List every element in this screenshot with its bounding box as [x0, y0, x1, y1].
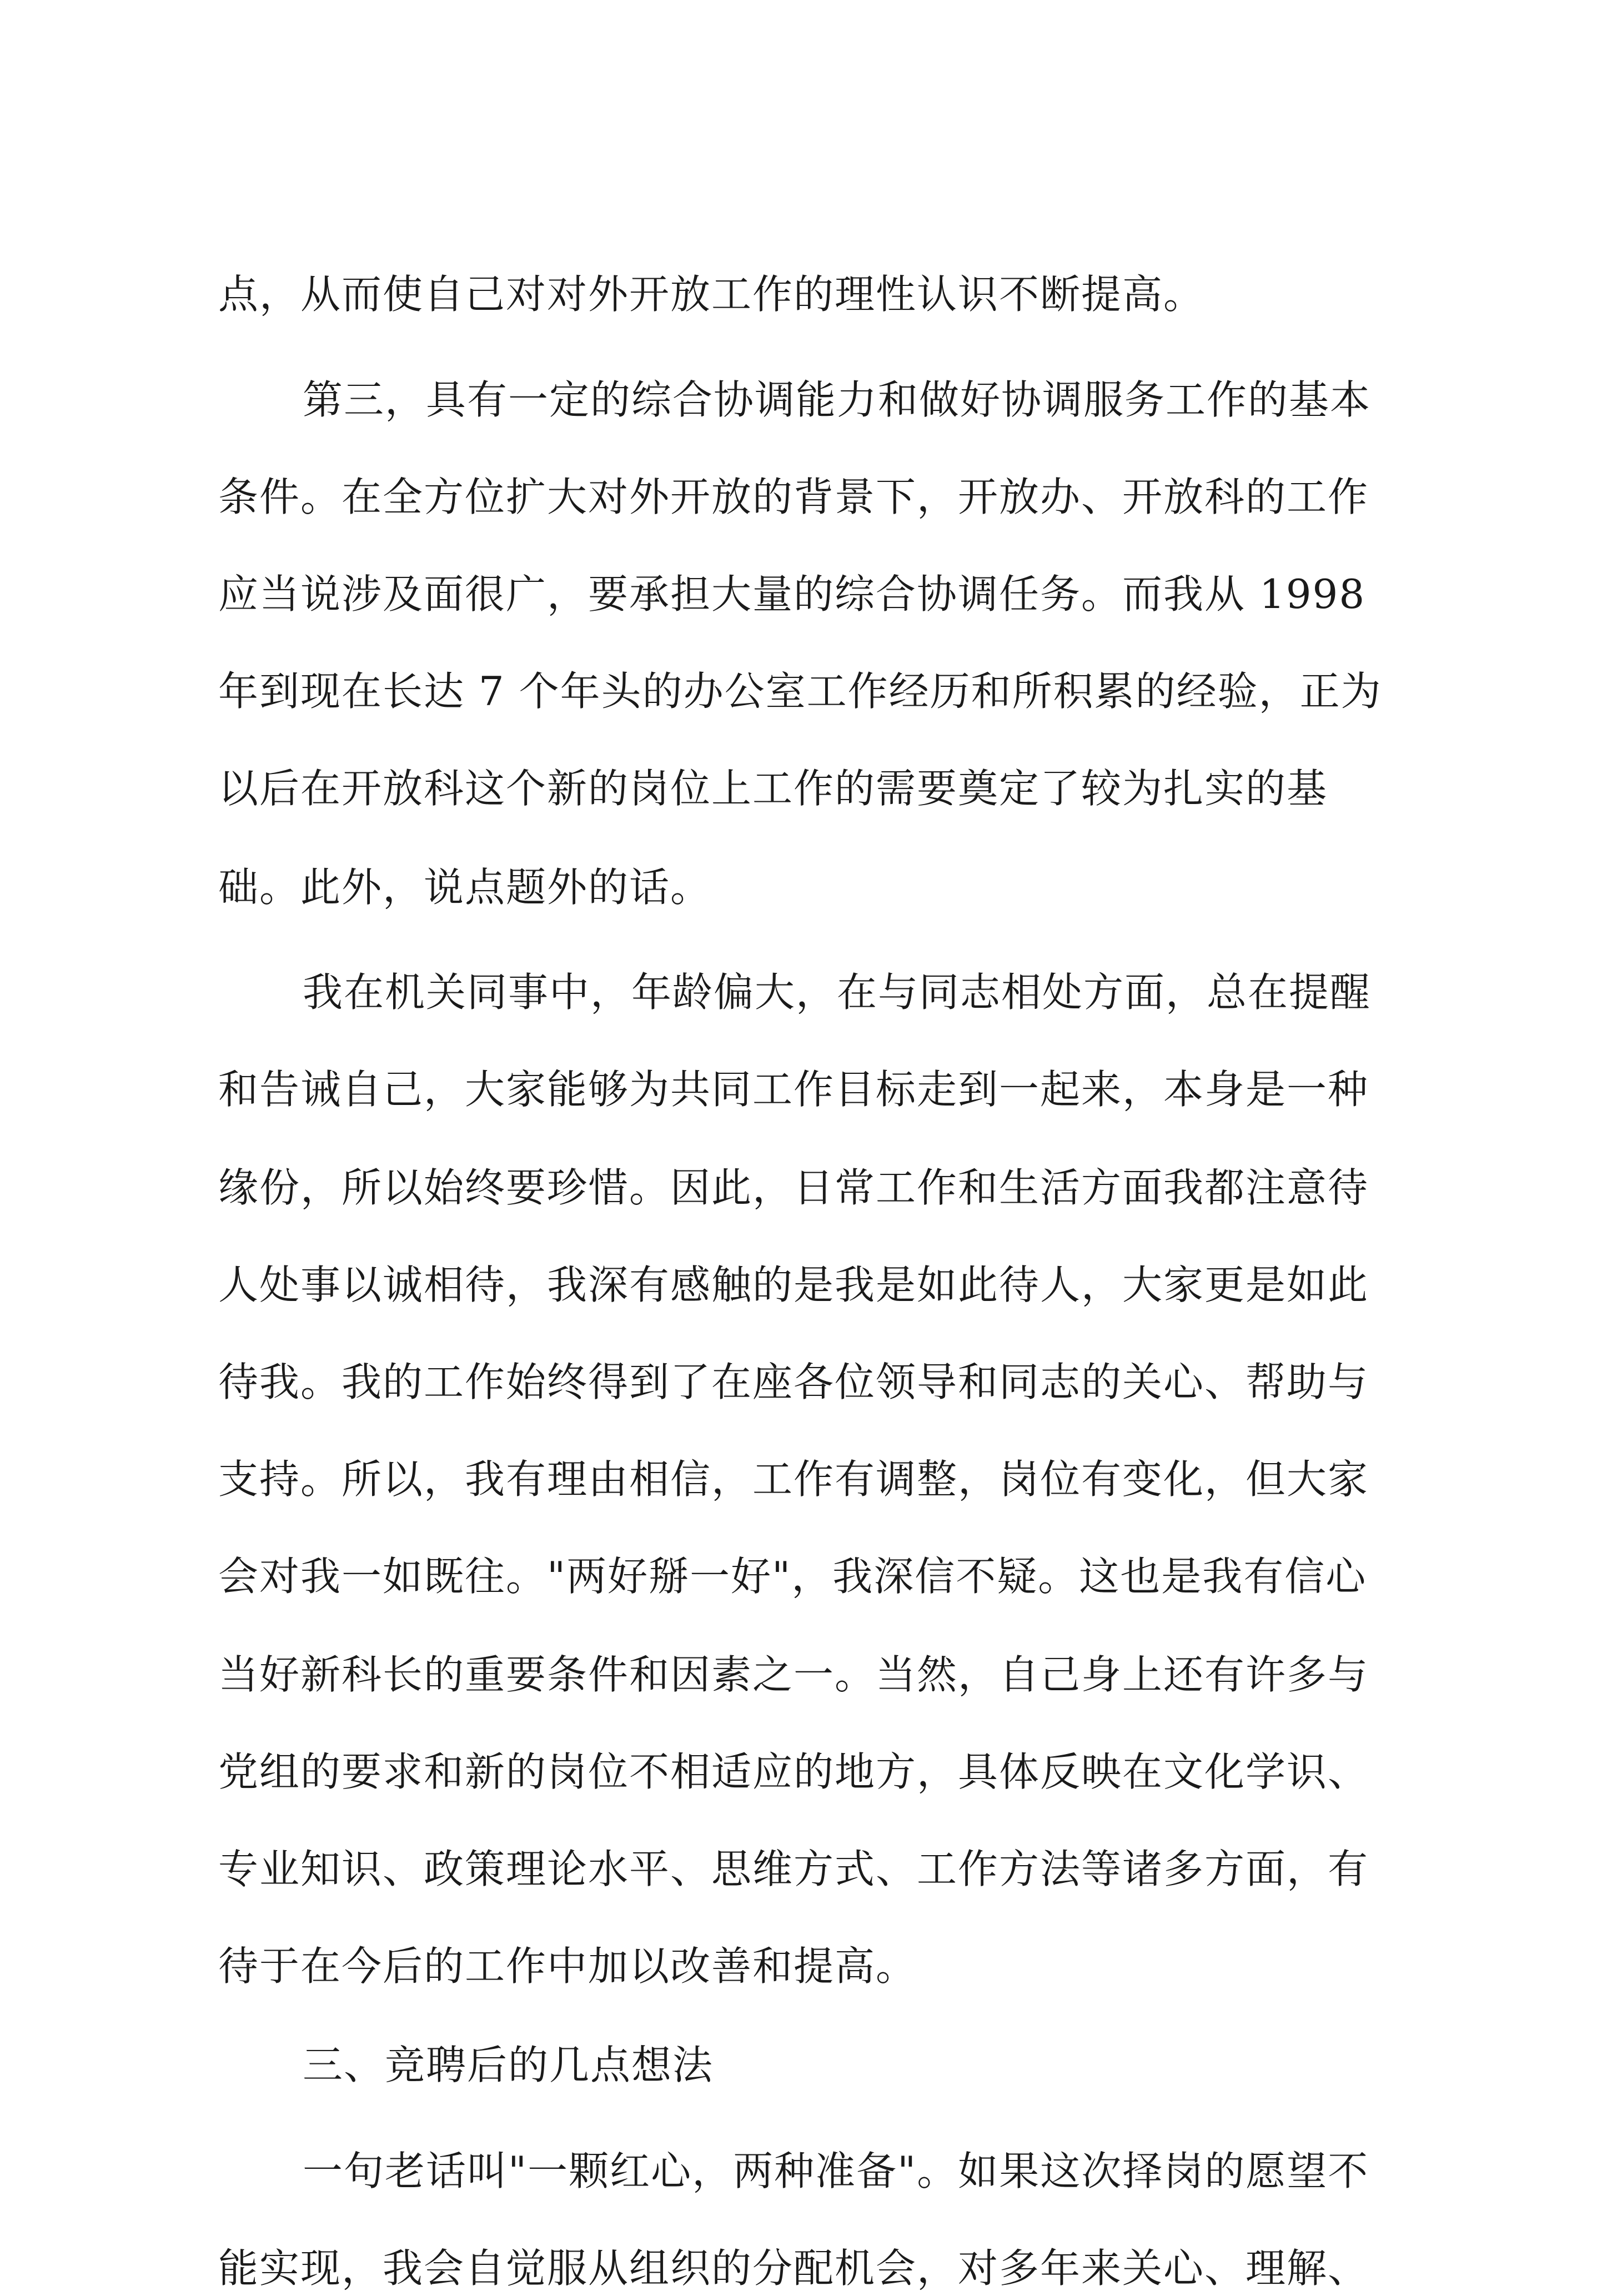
- text-line-2: 第三，具有一定的综合协调能力和做好协调服务工作的基本: [303, 376, 1372, 423]
- text-line-21: 能实现，我会自觉服从组织的分配机会，对多年来关心、理解、: [218, 2245, 1369, 2292]
- text-line-7: 础。此外，说点题外的话。: [218, 864, 712, 911]
- text-line-18: 待于在今后的工作中加以改善和提高。: [218, 1943, 917, 1989]
- text-line-13: 支持。所以，我有理由相信，工作有调整，岗位有变化，但大家: [218, 1456, 1369, 1503]
- section-heading: 三、竞聘后的几点想法: [303, 2042, 714, 2088]
- text-line-16: 党组的要求和新的岗位不相适应的地方，具体反映在文化学识、: [218, 1749, 1369, 1795]
- text-line-1: 点，从而使自己对对外开放工作的理性认识不断提高。: [218, 271, 1205, 318]
- text-line-11: 人处事以诚相待，我深有感触的是我是如此待人，大家更是如此: [218, 1262, 1369, 1308]
- text-line-17: 专业知识、政策理论水平、思维方式、工作方法等诸多方面，有: [218, 1846, 1369, 1892]
- text-line-4: 应当说涉及面很广，要承担大量的综合协调任务。而我从 1998: [218, 571, 1366, 617]
- text-line-8: 我在机关同事中，年龄偏大，在与同志相处方面，总在提醒: [303, 969, 1372, 1016]
- text-line-6: 以后在开放科这个新的岗位上工作的需要奠定了较为扎实的基: [218, 765, 1328, 812]
- text-line-5: 年到现在长达 7 个年头的办公室工作经历和所积累的经验，正为: [218, 668, 1382, 715]
- text-line-15: 当好新科长的重要条件和因素之一。当然，自己身上还有许多与: [218, 1651, 1369, 1698]
- text-line-20: 一句老话叫"一颗红心，两种准备"。如果这次择岗的愿望不: [303, 2148, 1369, 2194]
- text-line-3: 条件。在全方位扩大对外开放的背景下，开放办、开放科的工作: [218, 474, 1369, 520]
- text-line-12: 待我。我的工作始终得到了在座各位领导和同志的关心、帮助与: [218, 1359, 1369, 1405]
- text-line-14: 会对我一如既往。"两好掰一好"，我深信不疑。这也是我有信心: [218, 1553, 1367, 1600]
- text-line-10: 缘份，所以始终要珍惜。因此，日常工作和生活方面我都注意待: [218, 1164, 1369, 1211]
- text-line-9: 和告诫自己，大家能够为共同工作目标走到一起来，本身是一种: [218, 1066, 1369, 1113]
